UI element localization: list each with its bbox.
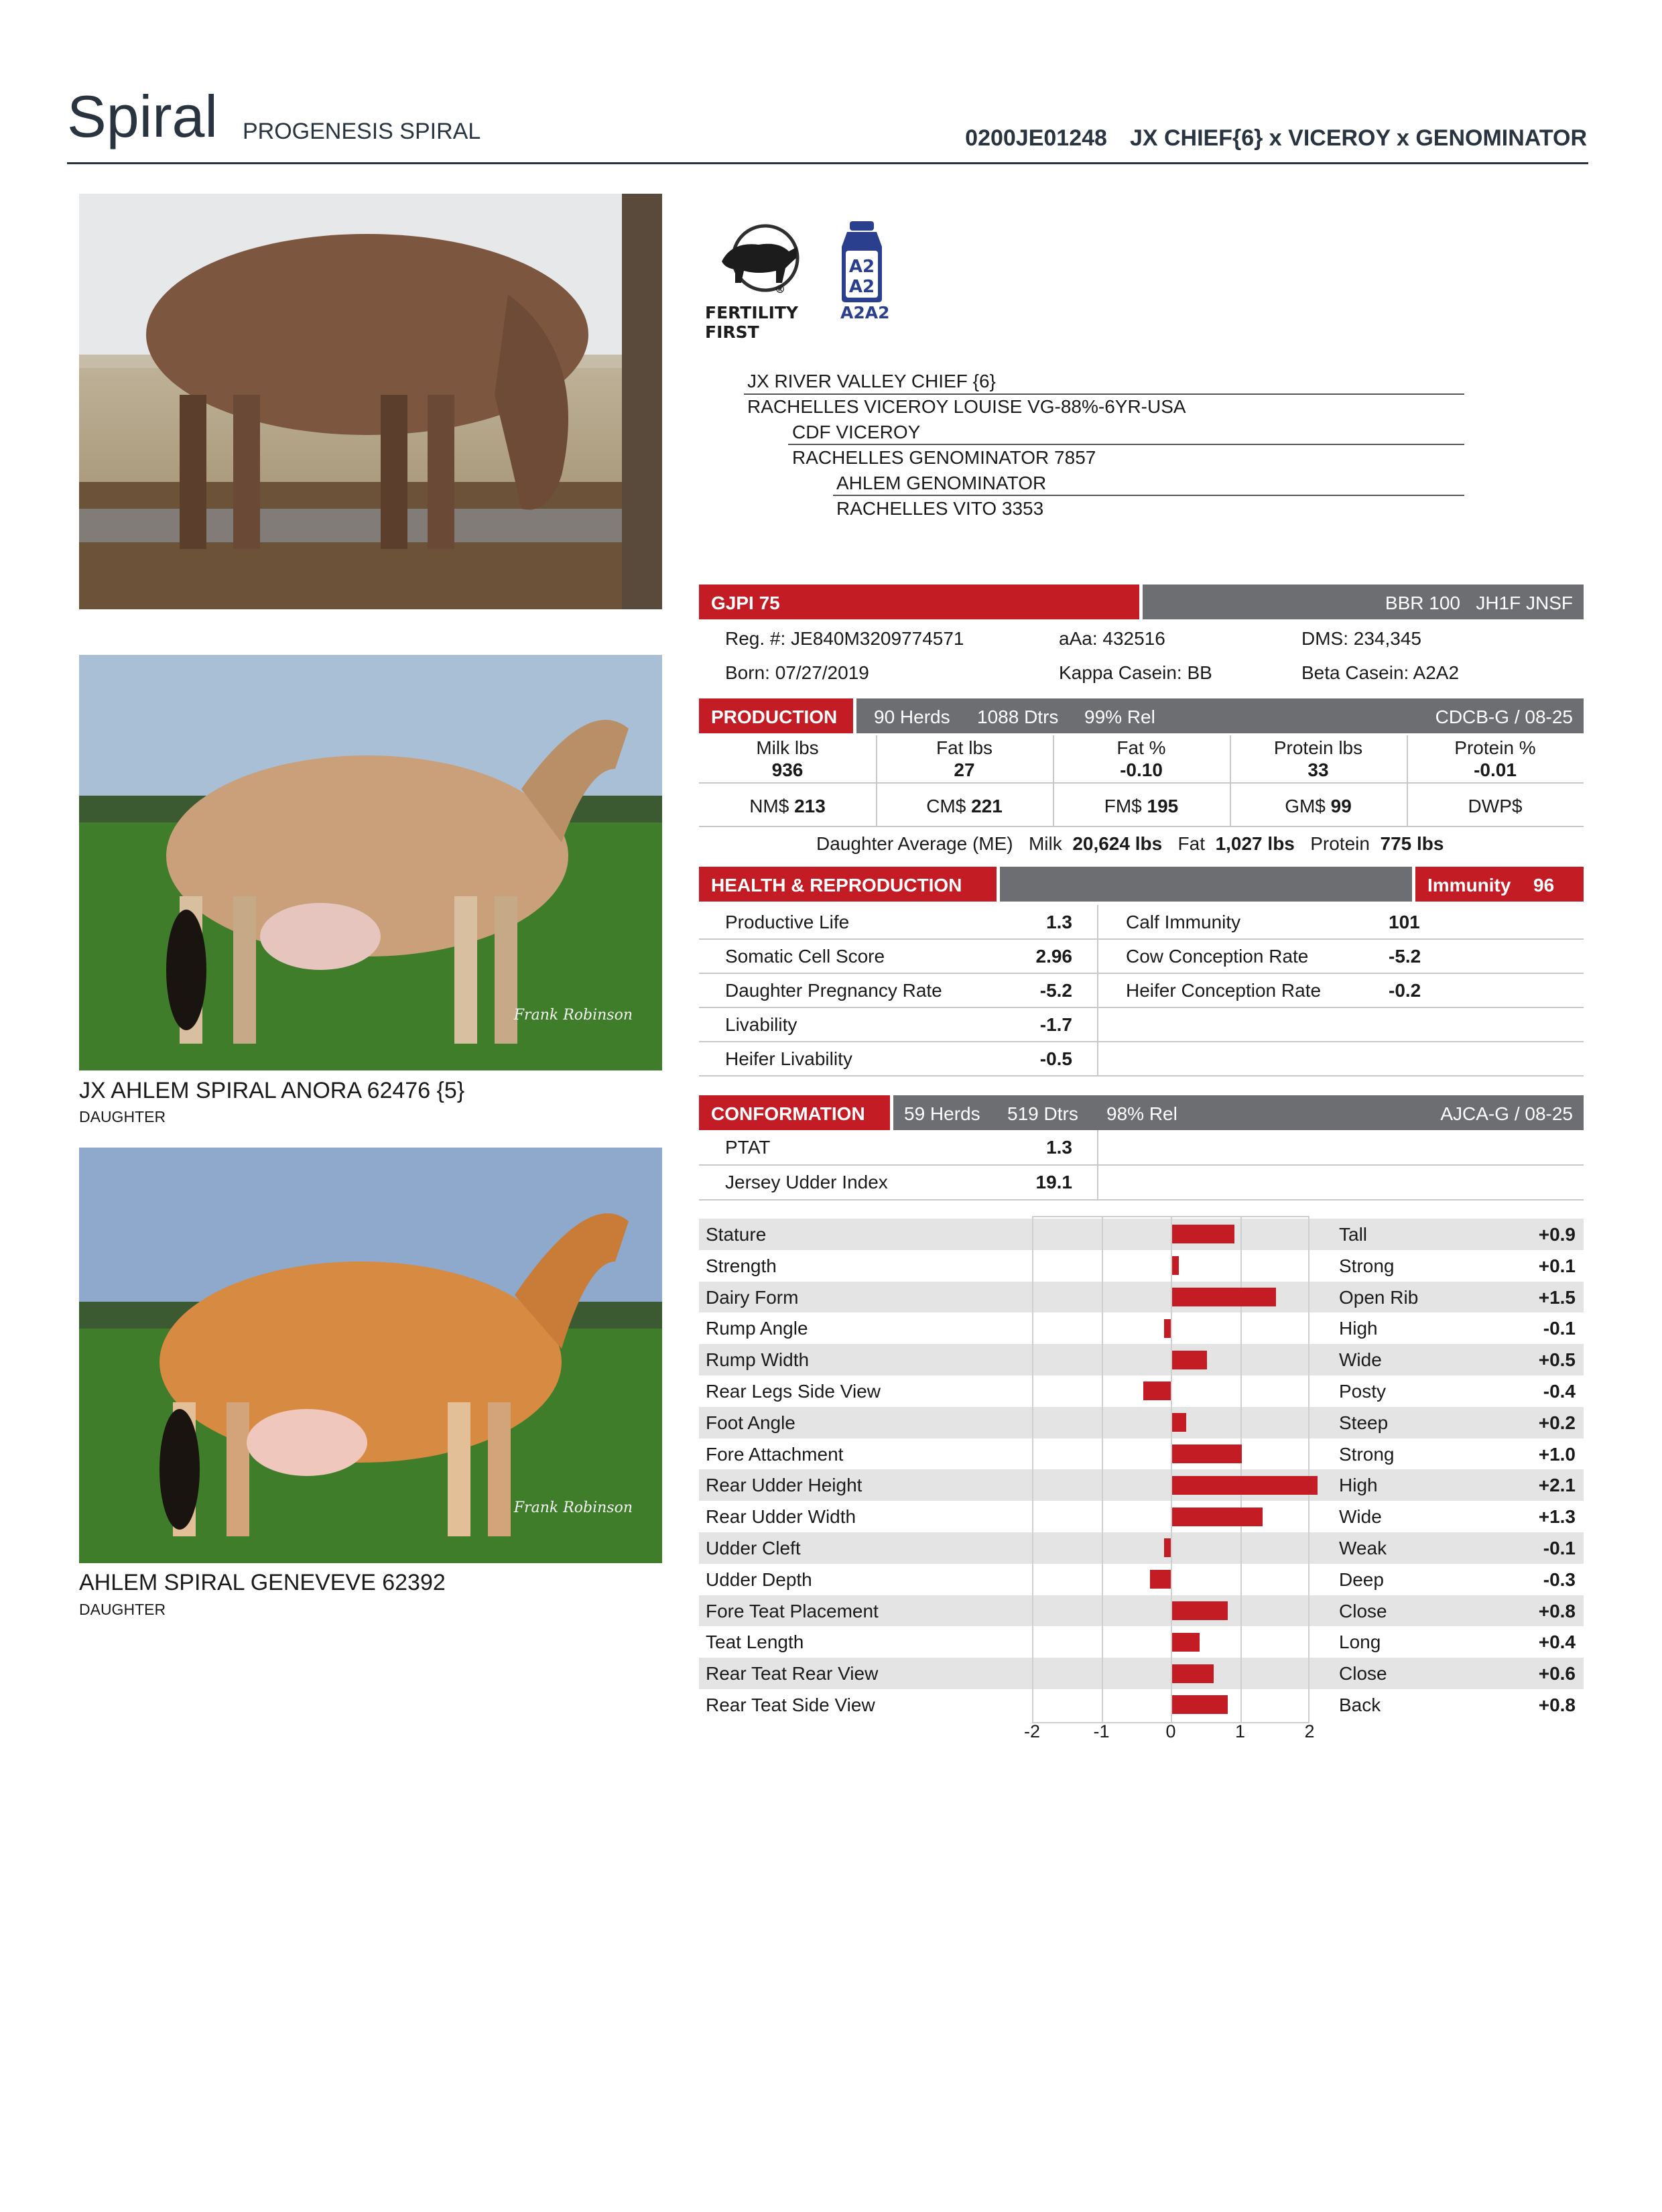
daughter-label-1: DAUGHTER bbox=[79, 1108, 166, 1125]
conformation-trait-label: PTAT bbox=[725, 1137, 771, 1158]
aaa-code: aAa: 432516 bbox=[1059, 628, 1165, 649]
trait-value: +2.1 bbox=[1538, 1475, 1576, 1496]
da-fat: 1,027 lbs bbox=[1215, 833, 1295, 854]
trait-label: Udder Cleft bbox=[706, 1538, 801, 1558]
divider bbox=[699, 1199, 1584, 1201]
trait-value: -0.1 bbox=[1543, 1538, 1576, 1558]
trait-bar bbox=[1172, 1413, 1186, 1432]
trait-descriptor: Steep bbox=[1339, 1412, 1389, 1433]
da-fat-label: Fat bbox=[1177, 833, 1205, 854]
pedigree-line bbox=[788, 444, 1464, 445]
production-col-value: -0.01 bbox=[1474, 759, 1517, 780]
trait-descriptor: Long bbox=[1339, 1632, 1381, 1653]
trait-value: +0.4 bbox=[1538, 1632, 1576, 1653]
daughter-average-label: Daughter Average (ME) bbox=[816, 833, 1013, 854]
a2a2-logo bbox=[838, 220, 890, 334]
divider bbox=[1097, 1130, 1098, 1200]
trait-descriptor: Close bbox=[1339, 1600, 1387, 1621]
health-spacer-bar bbox=[1000, 867, 1412, 902]
photo-credit: Frank Robinson bbox=[513, 1499, 633, 1516]
pedigree-granddam: RACHELLES GENOMINATOR 7857 bbox=[792, 447, 1096, 468]
trait-descriptor: Tall bbox=[1339, 1224, 1368, 1245]
divider bbox=[699, 826, 1584, 827]
trait-bar bbox=[1172, 1664, 1214, 1683]
dollar-value: 221 bbox=[971, 796, 1003, 816]
beta-casein: Beta Casein: A2A2 bbox=[1301, 662, 1460, 683]
chart-gridline bbox=[1102, 1216, 1103, 1723]
kappa-casein: Kappa Casein: BB bbox=[1059, 662, 1212, 683]
health-trait-label: Livability bbox=[725, 1014, 797, 1035]
trait-label: Rear Udder Height bbox=[706, 1475, 862, 1496]
gjpi-bar bbox=[699, 585, 1139, 619]
conformation-trait-value: 1.3 bbox=[1046, 1137, 1072, 1158]
trait-label: Rear Teat Side View bbox=[706, 1695, 875, 1715]
dollar-value: 99 bbox=[1330, 796, 1352, 816]
pedigree-sire: JX RIVER VALLEY CHIEF {6} bbox=[747, 371, 996, 391]
divider bbox=[699, 782, 1584, 784]
trait-value: +0.1 bbox=[1538, 1255, 1576, 1276]
dollar-label: GM$ bbox=[1285, 796, 1331, 816]
production-col-label: Fat % bbox=[1116, 737, 1166, 758]
production-col-value: 27 bbox=[954, 759, 975, 780]
dollar-index bbox=[699, 796, 876, 817]
dollar-index bbox=[1053, 796, 1230, 817]
trait-label: Stature bbox=[706, 1224, 767, 1245]
sire-short-name: Spiral bbox=[67, 83, 218, 149]
trait-value: -0.3 bbox=[1543, 1569, 1576, 1590]
health-trait-label: Cow Conception Rate bbox=[1126, 946, 1309, 967]
pedigree-dam: RACHELLES VICEROY LOUISE VG-88%-6YR-USA bbox=[747, 396, 1186, 417]
conformation-source: AJCA-G / 08-25 bbox=[1440, 1103, 1573, 1124]
da-protein: 775 lbs bbox=[1380, 833, 1444, 854]
trait-label: Dairy Form bbox=[706, 1286, 799, 1308]
header-rule bbox=[67, 162, 1588, 164]
pedigree-line bbox=[744, 393, 1464, 395]
production-title-bar bbox=[699, 698, 853, 733]
health-trait-label: Calf Immunity bbox=[1126, 912, 1241, 932]
trait-bar bbox=[1172, 1695, 1228, 1714]
trait-value: +0.5 bbox=[1538, 1349, 1576, 1371]
dollar-value: 213 bbox=[794, 796, 826, 816]
a2-bottom-text: A2 bbox=[848, 277, 875, 297]
trait-bar bbox=[1172, 1476, 1318, 1495]
production-rel: 99% Rel bbox=[1084, 706, 1155, 727]
daughter-photo-2 bbox=[79, 1148, 662, 1563]
dollar-value: 195 bbox=[1147, 796, 1179, 816]
trait-descriptor: Weak bbox=[1339, 1538, 1387, 1558]
x-tick-label: -1 bbox=[1093, 1721, 1110, 1741]
trait-label: Fore Attachment bbox=[706, 1443, 844, 1465]
health-trait-value: -0.5 bbox=[1039, 1048, 1072, 1069]
health-trait-value: -5.2 bbox=[1039, 980, 1072, 1001]
daughter-label-2: DAUGHTER bbox=[79, 1601, 166, 1618]
conformation-rel: 98% Rel bbox=[1106, 1103, 1177, 1124]
production-source: CDCB-G / 08-25 bbox=[1435, 706, 1573, 727]
daughter-photo-1 bbox=[79, 655, 662, 1070]
trait-descriptor: Wide bbox=[1339, 1506, 1382, 1528]
production-herds: 90 Herds bbox=[874, 706, 950, 727]
divider bbox=[699, 1164, 1584, 1166]
production-title: PRODUCTION bbox=[711, 706, 838, 727]
divider bbox=[699, 1007, 1584, 1008]
trait-bar bbox=[1172, 1256, 1179, 1275]
production-col-label: Milk lbs bbox=[756, 737, 819, 758]
health-trait-value: -1.7 bbox=[1039, 1014, 1072, 1035]
health-trait-value: 1.3 bbox=[1046, 912, 1072, 932]
trait-value: +0.2 bbox=[1538, 1412, 1576, 1433]
conformation-herds: 59 Herds bbox=[904, 1103, 980, 1124]
dollar-index bbox=[1407, 796, 1584, 817]
production-col-value: 936 bbox=[771, 759, 804, 780]
trait-descriptor: Open Rib bbox=[1339, 1286, 1419, 1308]
production-col-value: -0.10 bbox=[1120, 759, 1163, 780]
trait-bar bbox=[1172, 1225, 1234, 1243]
production-stats-bar bbox=[856, 698, 1584, 733]
trait-label: Rear Teat Rear View bbox=[706, 1663, 879, 1684]
health-trait-value: 2.96 bbox=[1035, 946, 1072, 967]
trait-label: Strength bbox=[706, 1255, 777, 1276]
trait-descriptor: Close bbox=[1339, 1663, 1387, 1684]
trait-label: Rear Udder Width bbox=[706, 1506, 856, 1528]
divider bbox=[699, 1041, 1584, 1042]
divider bbox=[699, 938, 1584, 940]
trait-label: Foot Angle bbox=[706, 1412, 795, 1433]
bbr-value: BBR 100 JH1F JNSF bbox=[1385, 593, 1573, 613]
conformation-trait-value: 19.1 bbox=[1035, 1172, 1072, 1192]
dollar-label: FM$ bbox=[1104, 796, 1147, 816]
reg-number: Reg. #: JE840M3209774571 bbox=[725, 628, 964, 649]
milk-bottle-icon bbox=[838, 220, 886, 304]
trait-value: +1.5 bbox=[1538, 1286, 1576, 1308]
da-milk-label: Milk bbox=[1028, 833, 1062, 854]
health-trait-label: Productive Life bbox=[725, 912, 850, 932]
dollar-label: CM$ bbox=[926, 796, 972, 816]
trait-value: -0.4 bbox=[1543, 1381, 1576, 1402]
bbr-bar bbox=[1143, 585, 1584, 619]
divider bbox=[699, 973, 1584, 974]
trait-label: Rear Legs Side View bbox=[706, 1381, 881, 1402]
trait-label: Teat Length bbox=[706, 1632, 804, 1653]
health-title-bar bbox=[699, 867, 997, 902]
immunity-value: 96 bbox=[1533, 875, 1555, 896]
pedigree-great-granddam: RACHELLES VITO 3353 bbox=[836, 498, 1044, 519]
immunity-bar bbox=[1415, 867, 1584, 902]
da-protein-label: Protein bbox=[1310, 833, 1370, 854]
fertility-first-logo bbox=[705, 221, 819, 342]
conformation-stats-bar bbox=[893, 1095, 1584, 1130]
trait-bar bbox=[1164, 1319, 1171, 1338]
trait-label: Fore Teat Placement bbox=[706, 1600, 879, 1621]
pedigree-line bbox=[833, 495, 1464, 496]
trait-bar bbox=[1172, 1288, 1276, 1306]
trait-bar bbox=[1172, 1633, 1200, 1652]
x-tick-label: -2 bbox=[1023, 1721, 1040, 1741]
trait-descriptor: Strong bbox=[1339, 1443, 1395, 1465]
trait-descriptor: Wide bbox=[1339, 1349, 1382, 1371]
fertility-first-text: FERTILITY FIRST bbox=[705, 303, 799, 342]
trait-descriptor: High bbox=[1339, 1475, 1378, 1496]
health-trait-label: Somatic Cell Score bbox=[725, 946, 885, 967]
pedigree-short: JX CHIEF{6} x VICEROY x GENOMINATOR bbox=[1129, 125, 1587, 151]
x-tick-label: 2 bbox=[1304, 1721, 1315, 1741]
trait-label: Udder Depth bbox=[706, 1569, 812, 1590]
x-tick-label: 1 bbox=[1234, 1721, 1246, 1741]
production-dtrs: 1088 Dtrs bbox=[977, 706, 1059, 727]
trait-label: Rump Angle bbox=[706, 1318, 808, 1339]
bull-icon bbox=[712, 221, 812, 295]
production-col-value: 33 bbox=[1307, 759, 1329, 780]
conformation-dtrs: 519 Dtrs bbox=[1007, 1103, 1078, 1124]
daughter-caption-1: JX AHLEM SPIRAL ANORA 62476 {5} bbox=[79, 1078, 465, 1103]
trait-value: -0.1 bbox=[1543, 1318, 1576, 1339]
trait-value: +1.0 bbox=[1538, 1443, 1576, 1465]
trait-bar bbox=[1172, 1445, 1242, 1463]
divider bbox=[1097, 905, 1098, 1076]
conformation-trait-label: Jersey Udder Index bbox=[725, 1172, 888, 1192]
production-col-label: Protein % bbox=[1454, 737, 1536, 758]
birth-date: Born: 07/27/2019 bbox=[725, 662, 869, 683]
conformation-title-bar bbox=[699, 1095, 890, 1130]
registered-mark: ® bbox=[775, 283, 785, 296]
a2a2-text: A2A2 bbox=[840, 303, 890, 322]
x-tick-label: 0 bbox=[1165, 1721, 1176, 1741]
dollar-label: DWP$ bbox=[1468, 796, 1523, 816]
photo-credit: Frank Robinson bbox=[513, 1007, 633, 1024]
trait-value: +0.9 bbox=[1538, 1224, 1576, 1245]
sire-photo bbox=[79, 194, 662, 609]
dollar-index bbox=[876, 796, 1053, 817]
pedigree-mgs: CDF VICEROY bbox=[792, 422, 921, 442]
trait-value: +0.8 bbox=[1538, 1695, 1576, 1715]
conformation-title: CONFORMATION bbox=[711, 1103, 865, 1124]
immunity-label: Immunity bbox=[1427, 875, 1511, 896]
trait-label: Rump Width bbox=[706, 1349, 810, 1371]
dms-code: DMS: 234,345 bbox=[1301, 628, 1421, 649]
trait-bar bbox=[1172, 1601, 1228, 1620]
health-trait-label: Heifer Conception Rate bbox=[1126, 980, 1322, 1001]
health-trait-label: Heifer Livability bbox=[725, 1048, 852, 1069]
naab-code: 0200JE01248 bbox=[965, 125, 1107, 151]
pedigree-mggs: AHLEM GENOMINATOR bbox=[836, 473, 1047, 493]
trait-bar bbox=[1150, 1570, 1171, 1589]
divider bbox=[699, 1075, 1584, 1077]
sire-full-name: PROGENESIS SPIRAL bbox=[243, 119, 481, 144]
trait-bar bbox=[1143, 1381, 1171, 1400]
production-col-label: Fat lbs bbox=[936, 737, 993, 758]
trait-descriptor: Strong bbox=[1339, 1255, 1395, 1276]
health-title: HEALTH & REPRODUCTION bbox=[711, 875, 962, 896]
health-trait-label: Daughter Pregnancy Rate bbox=[725, 980, 942, 1001]
gjpi-value: GJPI 75 bbox=[711, 593, 780, 613]
trait-value: +1.3 bbox=[1538, 1506, 1576, 1528]
daughter-average-line bbox=[816, 833, 1444, 855]
dollar-label: NM$ bbox=[749, 796, 795, 816]
production-col-label: Protein lbs bbox=[1273, 737, 1363, 758]
trait-descriptor: Back bbox=[1339, 1695, 1381, 1715]
trait-value: +0.8 bbox=[1538, 1600, 1576, 1621]
trait-bar bbox=[1164, 1538, 1171, 1557]
a2-top-text: A2 bbox=[848, 257, 875, 277]
trait-descriptor: High bbox=[1339, 1318, 1378, 1339]
trait-bar bbox=[1172, 1508, 1263, 1526]
sire-code-line bbox=[965, 125, 1587, 151]
health-trait-value: -5.2 bbox=[1389, 946, 1421, 967]
trait-descriptor: Deep bbox=[1339, 1569, 1384, 1590]
trait-bar bbox=[1172, 1351, 1207, 1369]
daughter-caption-2: AHLEM SPIRAL GENEVEVE 62392 bbox=[79, 1570, 446, 1595]
health-trait-value: 101 bbox=[1389, 912, 1420, 932]
dollar-index bbox=[1230, 796, 1407, 817]
trait-value: +0.6 bbox=[1538, 1663, 1576, 1684]
da-milk: 20,624 lbs bbox=[1072, 833, 1163, 854]
health-trait-value: -0.2 bbox=[1389, 980, 1421, 1001]
trait-descriptor: Posty bbox=[1339, 1381, 1387, 1402]
